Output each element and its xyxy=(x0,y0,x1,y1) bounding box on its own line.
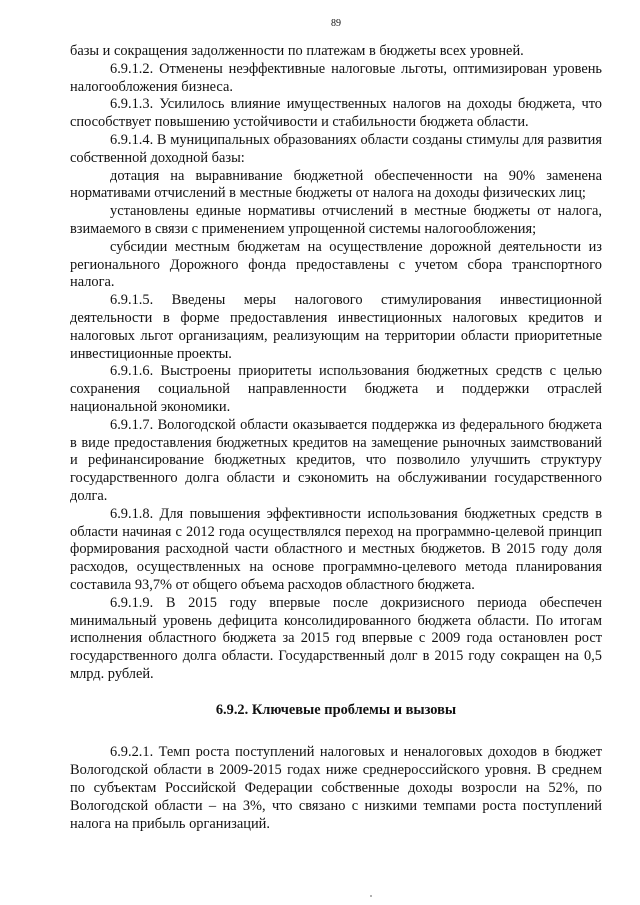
scan-speck xyxy=(370,895,372,897)
page-content xyxy=(70,43,602,833)
paragraph-6-9-1-9: 6.9.1.9. В 2015 году впервые после докризисного периода обеспечен минимальный уровень дефицита консолидированного бюджета области. По итогам исполнения областного бюджета за 2015 год впервые с 2009 года остановлен рост государственного долга области. Государственный долг в 2015 году сокращен на 0,5 млрд. рублей. xyxy=(70,594,602,682)
paragraph-6-9-1-8: 6.9.1.8. Для повышения эффективности использования бюджетных средств в области начиная с 2012 года осуществлялся переход на программно-целевой принцип формирования расходной части областного и местных бюджетов. В 2015 году доля расходов, осуществленных на основе программно-целевого метода планирования составила 93,7% от общего объема расходов областного бюджета. xyxy=(70,505,602,593)
paragraph-6-9-1-4-item-2: установлены единые нормативы отчислений в местные бюджеты от налога, взимаемого в связи с применением упрощенной системы налогообложения; xyxy=(70,203,602,237)
section-heading: 6.9.2. Ключевые проблемы и вызовы xyxy=(215,701,457,718)
paragraph-6-9-1-4-item-3: субсидии местным бюджетам на осуществление дорожной деятельности из регионального Дорожного фонда предоставлены с учетом сбора транспортного налога. xyxy=(70,238,602,291)
paragraph-6-9-1-3: 6.9.1.3. Усилилось влияние имущественных налогов на доходы бюджета, что способствует повышению устойчивости и стабильности бюджета области. xyxy=(70,96,602,131)
paragraph-6-9-1-6: 6.9.1.6. Выстроены приоритеты использования бюджетных средств с целью сохранения социальной направленности бюджета и поддержки отраслей национальной экономики. xyxy=(70,363,602,415)
paragraph-6-9-1-4-item-1: дотация на выравнивание бюджетной обеспеченности на 90% заменена нормативами отчислений в местные бюджеты от налога на доходы физических лиц; xyxy=(70,167,602,202)
paragraph-6-9-2-1: 6.9.2.1. Темп роста поступлений налоговых и неналоговых доходов в бюджет Вологодской области в 2009-2015 годах ниже среднероссийского уровня. В среднем по субъектам Российской Федерации собственные доходы возросли на 52%, по Вологодской области – на 3%, что связано с низкими темпами роста поступлений налога на прибыль организаций. xyxy=(70,744,602,832)
paragraph-continuation: базы и сокращения задолженности по платежам в бюджеты всех уровней. xyxy=(70,43,524,59)
paragraph-6-9-1-2: 6.9.1.2. Отменены неэффективные налоговые льготы, оптимизирован уровень налогообложения бизнеса. xyxy=(70,60,602,95)
paragraph-6-9-1-5: 6.9.1.5. Введены меры налогового стимулирования инвестиционной деятельности в форме предоставления инвестиционных налоговых кредитов и налоговых льгот организациям, реализующим на территории области приоритетные инвестиционные проекты. xyxy=(70,292,602,362)
page-number: 89 xyxy=(331,18,341,29)
paragraph-6-9-1-4: 6.9.1.4. В муниципальных образованиях области созданы стимулы для развития собственной доходной базы: xyxy=(70,131,602,166)
document-page xyxy=(70,0,602,905)
paragraph-6-9-1-7: 6.9.1.7. Вологодской области оказывается поддержка из федерального бюджета в виде предоставления бюджетных кредитов на замещение рыночных заимствований и рефинансирование бюджетных кредитов, что позволило улучшить структуру государственного долга области и сэкономить на обслуживании государственного долга. xyxy=(70,416,602,504)
